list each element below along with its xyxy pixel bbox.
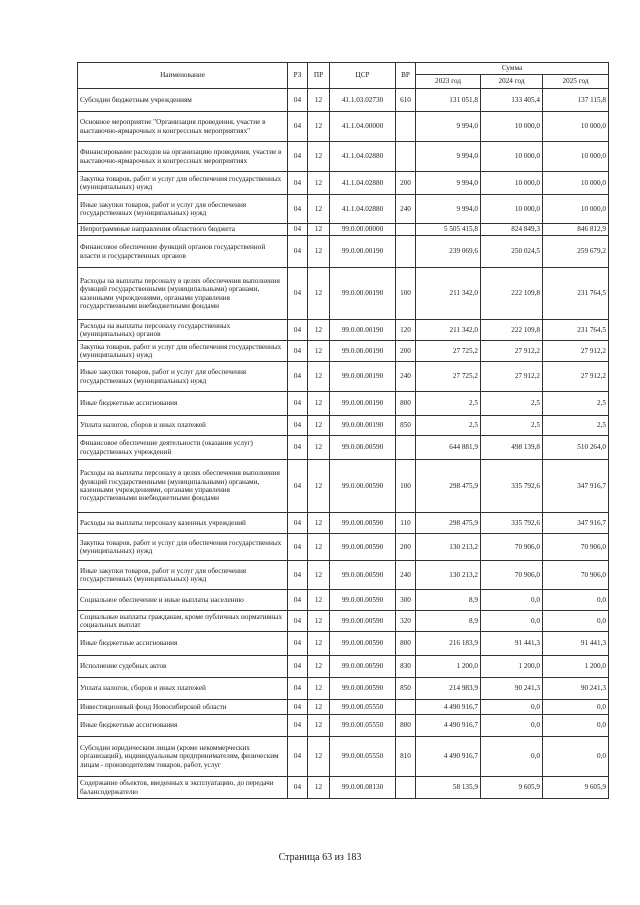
cell-2024: 9 605,9 [481,777,543,799]
header-name: Наименование [78,63,288,89]
cell-2023: 214 983,9 [416,678,481,700]
header-csr: ЦСР [330,63,396,89]
cell-rz: 04 [288,561,308,590]
cell-rz: 04 [288,320,308,341]
budget-table [77,62,609,799]
cell-csr: 41.1.04.00000 [330,112,396,142]
cell-pr: 12 [308,715,330,737]
cell-2024: 2,5 [481,416,543,436]
table-row [78,392,609,416]
cell-pr: 12 [308,561,330,590]
cell-rz: 04 [288,700,308,715]
table-row [78,341,609,362]
cell-vr: 240 [396,195,416,224]
cell-rz: 04 [288,416,308,436]
cell-csr: 99.0.00.00190 [330,392,396,416]
table-row [78,89,609,112]
cell-vr [396,142,416,172]
cell-pr: 12 [308,142,330,172]
table-row [78,777,609,799]
cell-pr: 12 [308,590,330,611]
cell-csr: 99.0.00.00590 [330,656,396,678]
cell-pr: 12 [308,89,330,112]
cell-vr [396,700,416,715]
cell-2023: 2,5 [416,392,481,416]
cell-rz: 04 [288,268,308,320]
cell-name: Расходы на выплаты персоналу государственных (муниципальных) органов [78,320,288,341]
cell-2024: 70 906,0 [481,534,543,561]
cell-2025: 27 912,2 [543,362,609,392]
cell-rz: 04 [288,142,308,172]
cell-vr [396,112,416,142]
cell-2025: 0,0 [543,737,609,777]
cell-pr: 12 [308,656,330,678]
cell-2023: 9 994,0 [416,112,481,142]
table-row [78,611,609,632]
cell-2025: 2,5 [543,416,609,436]
table-row [78,362,609,392]
cell-pr: 12 [308,436,330,460]
cell-2024: 824 849,3 [481,224,543,236]
cell-rz: 04 [288,195,308,224]
cell-2024: 222 109,8 [481,268,543,320]
cell-rz: 04 [288,362,308,392]
cell-2023: 130 213,2 [416,561,481,590]
cell-vr: 850 [396,678,416,700]
table-body [78,89,609,799]
cell-csr: 99.0.00.05550 [330,737,396,777]
cell-rz: 04 [288,224,308,236]
cell-pr: 12 [308,678,330,700]
cell-name: Уплата налогов, сборов и иных платежей [78,678,288,700]
table-row [78,737,609,777]
table-row [78,678,609,700]
cell-name: Финансовое обеспечение деятельности (оказания услуг) государственных учреждений [78,436,288,460]
cell-csr: 99.0.00.00190 [330,268,396,320]
cell-vr [396,436,416,460]
cell-2025: 846 812,9 [543,224,609,236]
cell-2023: 644 881,9 [416,436,481,460]
table-row [78,236,609,268]
header-vr: ВР [396,63,416,89]
cell-rz: 04 [288,236,308,268]
cell-rz: 04 [288,436,308,460]
table-row [78,436,609,460]
header-year-2024: 2024 год [481,75,543,89]
table-row [78,534,609,561]
cell-vr [396,236,416,268]
cell-name: Иные закупки товаров, работ и услуг для обеспечения государственных (муниципальных) нужд [78,362,288,392]
cell-2023: 27 725,2 [416,362,481,392]
cell-csr: 41.1.04.02880 [330,195,396,224]
page-number: Страница 63 из 183 [278,852,362,863]
cell-2025: 1 200,0 [543,656,609,678]
cell-2025: 27 912,2 [543,341,609,362]
cell-2025: 347 916,7 [543,460,609,513]
cell-2023: 2,5 [416,416,481,436]
cell-name: Расходы на выплаты персоналу казенных учреждений [78,513,288,534]
cell-pr: 12 [308,534,330,561]
cell-csr: 41.1.04.02880 [330,172,396,195]
cell-2023: 211 342,0 [416,320,481,341]
header-sum: Сумма [416,63,609,75]
cell-csr: 99.0.00.08130 [330,777,396,799]
cell-rz: 04 [288,513,308,534]
cell-2025: 2,5 [543,392,609,416]
cell-vr: 800 [396,392,416,416]
cell-rz: 04 [288,112,308,142]
cell-2023: 4 490 916,7 [416,715,481,737]
cell-csr: 41.1.03.02730 [330,89,396,112]
cell-2023: 239 069,6 [416,236,481,268]
cell-2023: 211 342,0 [416,268,481,320]
cell-vr: 200 [396,341,416,362]
cell-vr: 610 [396,89,416,112]
cell-2025: 259 679,2 [543,236,609,268]
cell-name: Иные бюджетные ассигнования [78,392,288,416]
cell-2023: 130 213,2 [416,534,481,561]
cell-2025: 10 000,0 [543,195,609,224]
cell-pr: 12 [308,320,330,341]
cell-2024: 91 441,3 [481,632,543,656]
cell-name: Иные закупки товаров, работ и услуг для обеспечения государственных (муниципальных) нужд [78,195,288,224]
cell-name: Инвестиционный фонд Новосибирской области [78,700,288,715]
cell-pr: 12 [308,195,330,224]
cell-pr: 12 [308,700,330,715]
cell-csr: 99.0.00.00190 [330,416,396,436]
cell-pr: 12 [308,224,330,236]
cell-2024: 1 200,0 [481,656,543,678]
cell-2023: 1 200,0 [416,656,481,678]
table-row [78,561,609,590]
table-row [78,416,609,436]
cell-2024: 0,0 [481,737,543,777]
cell-2023: 8,9 [416,590,481,611]
cell-name: Содержание объектов, введенных в эксплуатацию, до передачи балансодержателю [78,777,288,799]
cell-name: Основное мероприятие "Организация проведения, участие в выставочно-ярмарочных и конгрессных мероприятиях" [78,112,288,142]
cell-csr: 99.0.00.05550 [330,700,396,715]
cell-2025: 231 764,5 [543,320,609,341]
cell-2023: 58 135,9 [416,777,481,799]
table-row [78,656,609,678]
table-row [78,112,609,142]
header-pr: ПР [308,63,330,89]
cell-2024: 0,0 [481,611,543,632]
cell-pr: 12 [308,392,330,416]
cell-vr: 810 [396,737,416,777]
cell-csr: 99.0.00.05550 [330,715,396,737]
cell-vr [396,224,416,236]
table-row [78,268,609,320]
cell-csr: 99.0.00.00190 [330,341,396,362]
cell-2024: 10 000,0 [481,172,543,195]
table-row [78,700,609,715]
cell-rz: 04 [288,656,308,678]
cell-2023: 5 505 415,8 [416,224,481,236]
cell-2023: 9 994,0 [416,172,481,195]
cell-vr: 200 [396,534,416,561]
cell-rz: 04 [288,534,308,561]
cell-rz: 04 [288,341,308,362]
table-row [78,172,609,195]
cell-vr: 830 [396,656,416,678]
cell-2025: 9 605,9 [543,777,609,799]
cell-2024: 335 792,6 [481,513,543,534]
cell-vr: 110 [396,513,416,534]
cell-pr: 12 [308,172,330,195]
cell-vr: 300 [396,590,416,611]
cell-name: Социальное обеспечение и иные выплаты населению [78,590,288,611]
cell-2023: 9 994,0 [416,195,481,224]
cell-rz: 04 [288,611,308,632]
cell-2025: 510 264,0 [543,436,609,460]
cell-rz: 04 [288,590,308,611]
cell-2025: 231 764,5 [543,268,609,320]
cell-vr: 200 [396,172,416,195]
cell-csr: 99.0.00.00590 [330,561,396,590]
cell-name: Закупка товаров, работ и услуг для обеспечения государственных (муниципальных) нужд [78,172,288,195]
cell-pr: 12 [308,777,330,799]
cell-2025: 90 241,3 [543,678,609,700]
cell-name: Иные бюджетные ассигнования [78,715,288,737]
cell-vr [396,777,416,799]
cell-name: Субсидии бюджетным учреждениям [78,89,288,112]
cell-name: Закупка товаров, работ и услуг для обеспечения государственных (муниципальных) нужд [78,534,288,561]
cell-2023: 298 475,9 [416,513,481,534]
cell-2025: 10 000,0 [543,172,609,195]
cell-2024: 0,0 [481,590,543,611]
cell-csr: 99.0.00.00590 [330,611,396,632]
cell-2024: 90 241,3 [481,678,543,700]
cell-rz: 04 [288,777,308,799]
cell-2023: 4 490 916,7 [416,700,481,715]
cell-csr: 99.0.00.00590 [330,534,396,561]
cell-2025: 0,0 [543,611,609,632]
cell-2024: 10 000,0 [481,195,543,224]
table-row [78,513,609,534]
cell-csr: 99.0.00.00000 [330,224,396,236]
table-row [78,320,609,341]
cell-csr: 99.0.00.00190 [330,320,396,341]
cell-2025: 70 906,0 [543,534,609,561]
header-rz: РЗ [288,63,308,89]
cell-2024: 250 024,5 [481,236,543,268]
cell-2025: 0,0 [543,700,609,715]
cell-2025: 70 906,0 [543,561,609,590]
table-row [78,590,609,611]
table-row [78,715,609,737]
cell-pr: 12 [308,362,330,392]
cell-vr: 850 [396,416,416,436]
cell-name: Уплата налогов, сборов и иных платежей [78,416,288,436]
table-row [78,632,609,656]
cell-name: Социальные выплаты гражданам, кроме публичных нормативных социальных выплат [78,611,288,632]
cell-rz: 04 [288,678,308,700]
cell-pr: 12 [308,112,330,142]
cell-2024: 498 139,8 [481,436,543,460]
cell-2025: 137 115,8 [543,89,609,112]
cell-vr: 240 [396,561,416,590]
cell-pr: 12 [308,632,330,656]
cell-rz: 04 [288,172,308,195]
cell-name: Финансирование расходов на организацию проведения, участие в выставочно-ярмарочных и конгрессных мероприятиях [78,142,288,172]
cell-csr: 99.0.00.00590 [330,436,396,460]
cell-2025: 91 441,3 [543,632,609,656]
cell-2024: 222 109,8 [481,320,543,341]
cell-rz: 04 [288,460,308,513]
cell-name: Иные бюджетные ассигнования [78,632,288,656]
cell-name: Расходы на выплаты персоналу в целях обеспечения выполнения функций государственными (муниципальными) органами, казенными учреждениями, органами управления государственными внебюджетными фондами [78,268,288,320]
cell-pr: 12 [308,416,330,436]
cell-vr: 320 [396,611,416,632]
table-row [78,195,609,224]
cell-csr: 99.0.00.00590 [330,460,396,513]
cell-2023: 4 490 916,7 [416,737,481,777]
cell-2023: 9 994,0 [416,142,481,172]
cell-rz: 04 [288,392,308,416]
cell-2025: 0,0 [543,590,609,611]
cell-name: Субсидии юридическим лицам (кроме некоммерческих организаций), индивидуальным предпринимателям, физическим лицам - производителям товаров, работ, услуг [78,737,288,777]
cell-rz: 04 [288,737,308,777]
cell-vr: 800 [396,632,416,656]
cell-pr: 12 [308,236,330,268]
cell-name: Исполнение судебных актов [78,656,288,678]
cell-2024: 335 792,6 [481,460,543,513]
cell-2023: 298 475,9 [416,460,481,513]
cell-pr: 12 [308,341,330,362]
cell-2023: 8,9 [416,611,481,632]
table-row [78,224,609,236]
cell-vr: 100 [396,268,416,320]
cell-vr: 240 [396,362,416,392]
cell-name: Расходы на выплаты персоналу в целях обеспечения выполнения функций государственными (муниципальными) органами, казенными учреждениями, органами управления государственными внебюджетными фондами [78,460,288,513]
cell-rz: 04 [288,632,308,656]
cell-2025: 347 916,7 [543,513,609,534]
cell-pr: 12 [308,611,330,632]
cell-vr: 120 [396,320,416,341]
cell-2023: 216 183,9 [416,632,481,656]
cell-2025: 10 000,0 [543,112,609,142]
cell-vr: 800 [396,715,416,737]
cell-2024: 10 000,0 [481,142,543,172]
cell-name: Закупка товаров, работ и услуг для обеспечения государственных (муниципальных) нужд [78,341,288,362]
cell-rz: 04 [288,89,308,112]
cell-csr: 99.0.00.00590 [330,590,396,611]
cell-rz: 04 [288,715,308,737]
cell-csr: 41.1.04.02880 [330,142,396,172]
header-year-2025: 2025 год [543,75,609,89]
table-row [78,460,609,513]
cell-2024: 0,0 [481,715,543,737]
cell-pr: 12 [308,460,330,513]
cell-csr: 99.0.00.00590 [330,678,396,700]
cell-2024: 2,5 [481,392,543,416]
cell-pr: 12 [308,268,330,320]
cell-2025: 0,0 [543,715,609,737]
cell-2024: 70 906,0 [481,561,543,590]
table-row [78,142,609,172]
cell-csr: 99.0.00.00590 [330,513,396,534]
cell-2023: 27 725,2 [416,341,481,362]
cell-name: Непрограммные направления областного бюджета [78,224,288,236]
cell-2023: 131 051,8 [416,89,481,112]
cell-pr: 12 [308,737,330,777]
cell-name: Финансовое обеспечение функций органов государственной власти и государственных органов [78,236,288,268]
cell-2024: 133 405,4 [481,89,543,112]
cell-pr: 12 [308,513,330,534]
cell-csr: 99.0.00.00190 [330,362,396,392]
cell-2024: 27 912,2 [481,341,543,362]
cell-2025: 10 000,0 [543,142,609,172]
cell-2024: 0,0 [481,700,543,715]
cell-2024: 27 912,2 [481,362,543,392]
cell-2024: 10 000,0 [481,112,543,142]
header-year-2023: 2023 год [416,75,481,89]
cell-csr: 99.0.00.00590 [330,632,396,656]
cell-vr: 100 [396,460,416,513]
cell-name: Иные закупки товаров, работ и услуг для обеспечения государственных (муниципальных) нужд [78,561,288,590]
cell-csr: 99.0.00.00190 [330,236,396,268]
